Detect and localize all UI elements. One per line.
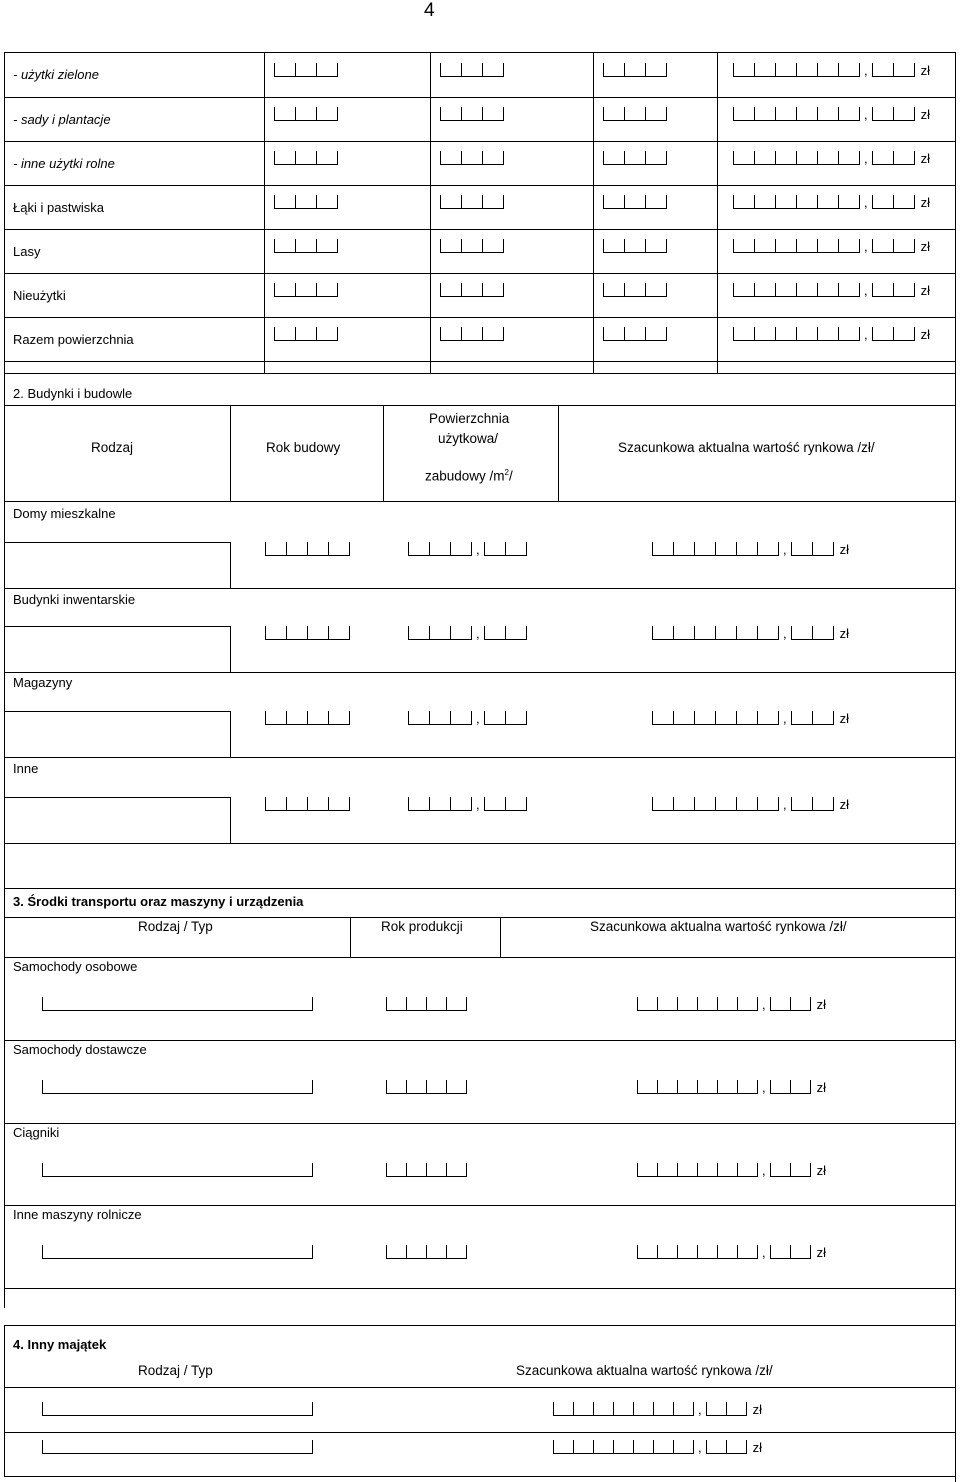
section2-col-powierzchnia-3: zabudowy $/m^2/$ xyxy=(425,468,513,484)
area-field-c[interactable] xyxy=(603,239,667,253)
area-field-c[interactable] xyxy=(603,63,667,77)
rok-budowy-field[interactable] xyxy=(265,626,350,640)
page-number: 4 xyxy=(424,0,435,21)
section4-title: 4. Inny majątek xyxy=(13,1337,107,1352)
comma-separator: , xyxy=(864,327,868,342)
comma-separator: , xyxy=(864,195,868,210)
area-field-a[interactable] xyxy=(274,151,338,165)
value-field[interactable] xyxy=(733,195,930,209)
rodzaj-typ-field[interactable] xyxy=(42,1440,313,1454)
row-label-samochody-osobowe: Samochody osobowe xyxy=(13,959,138,974)
area-field-b[interactable] xyxy=(440,151,504,165)
comma-separator: , xyxy=(762,997,766,1012)
area-field-c[interactable] xyxy=(603,195,667,209)
currency-unit: zł xyxy=(816,1245,827,1260)
comma-separator: , xyxy=(783,542,787,557)
value-field[interactable] xyxy=(733,63,930,77)
area-field-c[interactable] xyxy=(603,151,667,165)
rok-budowy-field[interactable] xyxy=(265,542,350,556)
powierzchnia-field[interactable] xyxy=(408,797,527,811)
row-label-nieuzytki: Nieużytki xyxy=(13,288,66,303)
wartosc-field[interactable] xyxy=(652,797,849,811)
currency-unit: zł xyxy=(839,626,850,641)
value-field[interactable] xyxy=(733,107,930,121)
row-label-lasy: Lasy xyxy=(13,244,41,259)
currency-unit: zł xyxy=(920,107,931,122)
row-label-razem-powierzchnia: Razem powierzchnia xyxy=(13,332,134,347)
row-label-uzytki-zielone: - użytki zielone xyxy=(13,67,99,82)
row-label-inne-maszyny-rolnicze: Inne maszyny rolnicze xyxy=(13,1207,142,1222)
wartosc-field[interactable] xyxy=(652,626,849,640)
powierzchnia-field[interactable] xyxy=(408,626,527,640)
currency-unit: zł xyxy=(920,327,931,342)
powierzchnia-field[interactable] xyxy=(408,542,527,556)
wartosc-field[interactable] xyxy=(553,1440,762,1454)
comma-separator: , xyxy=(783,797,787,812)
comma-separator: , xyxy=(762,1080,766,1095)
currency-unit: zł xyxy=(816,1080,827,1095)
rok-produkcji-field[interactable] xyxy=(386,1163,467,1177)
comma-separator: , xyxy=(783,711,787,726)
area-field-a[interactable] xyxy=(274,195,338,209)
comma-separator: , xyxy=(476,626,480,641)
rok-produkcji-field[interactable] xyxy=(386,1080,467,1094)
rodzaj-typ-field[interactable] xyxy=(42,1163,313,1177)
area-field-b[interactable] xyxy=(440,107,504,121)
wartosc-field[interactable] xyxy=(637,997,826,1011)
comma-separator: , xyxy=(864,63,868,78)
powierzchnia-field[interactable] xyxy=(408,711,527,725)
currency-unit: zł xyxy=(920,239,931,254)
section3-col-rok-produkcji: Rok produkcji xyxy=(381,919,463,934)
section2-col-powierzchnia-2: użytkowa/ xyxy=(438,431,499,446)
row-label-budynki-inwentarskie: Budynki inwentarskie xyxy=(13,592,136,607)
area-field-b[interactable] xyxy=(440,283,504,297)
value-field[interactable] xyxy=(733,239,930,253)
comma-separator: , xyxy=(476,797,480,812)
comma-separator: , xyxy=(864,283,868,298)
section2-col-rok-budowy: Rok budowy xyxy=(266,440,341,455)
section3-col-wartosc: Szacunkowa aktualna wartość rynkowa /zł/ xyxy=(590,919,847,934)
currency-unit: zł xyxy=(839,797,850,812)
area-field-b[interactable] xyxy=(440,327,504,341)
area-field-a[interactable] xyxy=(274,107,338,121)
currency-unit: zł xyxy=(920,151,931,166)
rodzaj-typ-field[interactable] xyxy=(42,1080,313,1094)
comma-separator: , xyxy=(864,151,868,166)
rok-budowy-field[interactable] xyxy=(265,711,350,725)
comma-separator: , xyxy=(783,626,787,641)
rodzaj-typ-field[interactable] xyxy=(42,997,313,1011)
section3-col-rodzaj: Rodzaj / Typ xyxy=(138,919,213,934)
value-field[interactable] xyxy=(733,283,930,297)
area-field-a[interactable] xyxy=(274,327,338,341)
section2-col-powierzchnia-1: Powierzchnia xyxy=(429,411,510,426)
row-label-laki-pastwiska: Łąki i pastwiska xyxy=(13,200,105,215)
area-field-a[interactable] xyxy=(274,63,338,77)
row-label-ciagniki: Ciągniki xyxy=(13,1125,60,1140)
rok-budowy-field[interactable] xyxy=(265,797,350,811)
value-field[interactable] xyxy=(733,151,930,165)
currency-unit: zł xyxy=(839,542,850,557)
currency-unit: zł xyxy=(920,195,931,210)
row-label-magazyny: Magazyny xyxy=(13,675,73,690)
row-label-sady-plantacje: - sady i plantacje xyxy=(13,112,111,127)
area-field-b[interactable] xyxy=(440,195,504,209)
section3-title: 3. Środki transportu oraz maszyny i urządzenia xyxy=(13,894,304,909)
currency-unit: zł xyxy=(816,997,827,1012)
section2-col-rodzaj: Rodzaj xyxy=(91,440,134,455)
wartosc-field[interactable] xyxy=(637,1080,826,1094)
comma-separator: , xyxy=(864,107,868,122)
row-label-inne-uzytki-rolne: - inne użytki rolne xyxy=(13,156,115,171)
currency-unit: zł xyxy=(816,1163,827,1178)
comma-separator: , xyxy=(476,542,480,557)
rok-produkcji-field[interactable] xyxy=(386,1245,467,1259)
currency-unit: zł xyxy=(920,283,931,298)
row-label-inne: Inne xyxy=(13,761,39,776)
area-field-a[interactable] xyxy=(274,239,338,253)
area-field-c[interactable] xyxy=(603,327,667,341)
row-label-domy-mieszkalne: Domy mieszkalne xyxy=(13,506,116,521)
comma-separator: , xyxy=(762,1163,766,1178)
wartosc-field[interactable] xyxy=(652,711,849,725)
comma-separator: , xyxy=(864,239,868,254)
wartosc-field[interactable] xyxy=(637,1245,826,1259)
area-field-c[interactable] xyxy=(603,107,667,121)
area-field-c[interactable] xyxy=(603,283,667,297)
value-field[interactable] xyxy=(733,327,930,341)
currency-unit: zł xyxy=(920,63,931,78)
comma-separator: , xyxy=(762,1245,766,1260)
rodzaj-typ-field[interactable] xyxy=(42,1402,313,1416)
rodzaj-typ-field[interactable] xyxy=(42,1245,313,1259)
area-field-a[interactable] xyxy=(274,283,338,297)
wartosc-field[interactable] xyxy=(637,1163,826,1177)
currency-unit: zł xyxy=(839,711,850,726)
section4-col-wartosc: Szacunkowa aktualna wartość rynkowa /zł/ xyxy=(516,1363,773,1378)
section4-col-rodzaj: Rodzaj / Typ xyxy=(138,1363,213,1378)
wartosc-field[interactable] xyxy=(553,1402,762,1416)
currency-unit: zł xyxy=(752,1402,763,1417)
comma-separator: , xyxy=(698,1402,702,1417)
currency-unit: zł xyxy=(752,1440,763,1455)
area-field-b[interactable] xyxy=(440,239,504,253)
comma-separator: , xyxy=(476,711,480,726)
comma-separator: , xyxy=(698,1440,702,1455)
section2-title: 2. Budynki i budowle xyxy=(13,386,133,401)
row-label-samochody-dostawcze: Samochody dostawcze xyxy=(13,1042,147,1057)
rok-produkcji-field[interactable] xyxy=(386,997,467,1011)
section2-col-wartosc: Szacunkowa aktualna wartość rynkowa /zł/ xyxy=(618,440,875,455)
wartosc-field[interactable] xyxy=(652,542,849,556)
area-field-b[interactable] xyxy=(440,63,504,77)
